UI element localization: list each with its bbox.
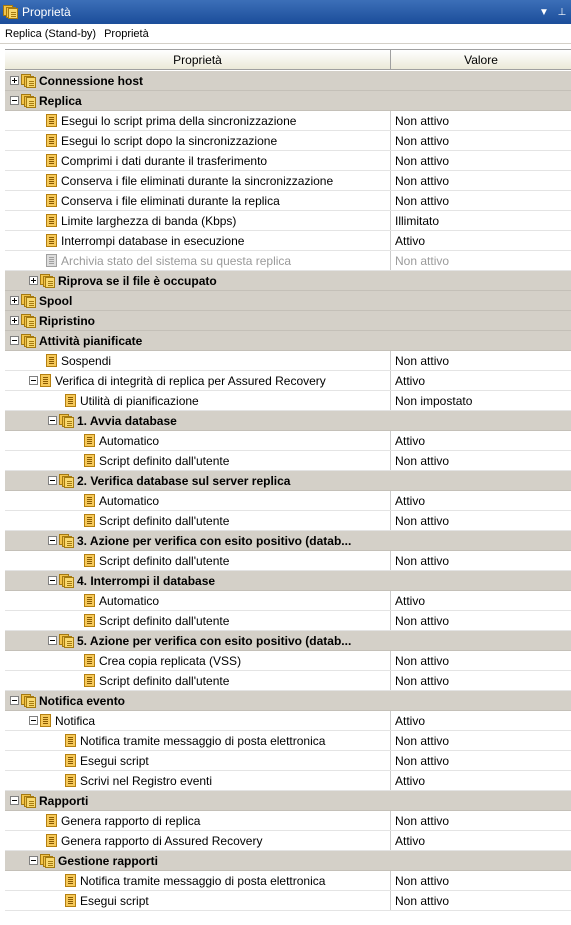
property-cell[interactable] <box>5 411 391 430</box>
property-icon <box>84 654 95 667</box>
property-row-notifica-tramite-messaggio-di-posta-elet[interactable] <box>5 871 571 891</box>
properties-icon <box>3 5 19 19</box>
collapse-icon[interactable] <box>10 96 19 105</box>
property-cell[interactable] <box>5 731 391 750</box>
property-group-icon <box>59 534 75 548</box>
property-label: Rapporti <box>39 793 89 808</box>
property-label: Script definito dall'utente <box>99 673 230 688</box>
collapse-icon[interactable] <box>10 696 19 705</box>
property-icon <box>40 374 51 387</box>
property-row-esegui-lo-script-dopo-la-sincronizzazion[interactable] <box>5 131 571 151</box>
property-icon <box>46 214 57 227</box>
property-label: Limite larghezza di banda (Kbps) <box>61 213 237 228</box>
property-group-icon <box>40 854 56 868</box>
property-cell[interactable] <box>5 851 391 870</box>
property-label: Script definito dall'utente <box>99 513 230 528</box>
property-row-esegui-lo-script-prima-della-sincronizza[interactable] <box>5 111 571 131</box>
property-group-4-interrompi-il-database[interactable] <box>5 571 571 591</box>
expand-icon[interactable] <box>29 276 38 285</box>
property-value[interactable]: Attivo <box>395 833 426 848</box>
property-value[interactable]: Non attivo <box>395 153 450 168</box>
property-cell[interactable] <box>5 531 391 550</box>
properties-toolbar <box>0 24 571 44</box>
collapse-icon[interactable] <box>29 716 38 725</box>
property-group-replica[interactable] <box>5 91 571 111</box>
property-row-genera-rapporto-di-assured-recovery[interactable] <box>5 831 571 851</box>
property-label: 5. Azione per verifica con esito positivo (datab... <box>77 633 352 648</box>
property-cell[interactable] <box>5 651 391 670</box>
property-label: Genera rapporto di Assured Recovery <box>61 833 263 848</box>
property-cell[interactable] <box>5 111 391 130</box>
property-value[interactable]: Non attivo <box>395 733 450 748</box>
column-header-property[interactable]: Proprietà <box>5 50 391 69</box>
property-label: Notifica tramite messaggio di posta elettronica <box>80 873 326 888</box>
property-row-notifica[interactable] <box>5 711 571 731</box>
property-cell[interactable] <box>5 891 391 910</box>
property-value[interactable]: Non attivo <box>395 813 450 828</box>
property-icon <box>65 774 76 787</box>
property-value <box>391 291 571 310</box>
collapse-icon[interactable] <box>10 336 19 345</box>
property-value[interactable]: Non attivo <box>395 873 450 888</box>
property-group-icon <box>21 334 37 348</box>
property-cell[interactable] <box>5 671 391 690</box>
property-cell[interactable] <box>5 211 391 230</box>
property-cell[interactable] <box>5 331 391 350</box>
property-cell[interactable] <box>5 871 391 890</box>
property-cell[interactable] <box>5 511 391 530</box>
property-cell[interactable] <box>5 451 391 470</box>
collapse-icon[interactable] <box>48 416 57 425</box>
property-icon <box>46 834 57 847</box>
property-group-ripristino[interactable] <box>5 311 571 331</box>
property-group-icon <box>21 794 37 808</box>
property-value[interactable]: Non attivo <box>395 753 450 768</box>
property-label: Replica <box>39 93 82 108</box>
property-label: Scrivi nel Registro eventi <box>80 773 213 788</box>
property-label: Esegui lo script prima della sincronizzazione <box>61 113 297 128</box>
property-icon <box>84 594 95 607</box>
property-label: Esegui script <box>80 753 149 768</box>
property-value[interactable]: Non attivo <box>395 453 450 468</box>
property-icon <box>46 154 57 167</box>
property-icon <box>84 494 95 507</box>
collapse-icon[interactable] <box>48 636 57 645</box>
property-value[interactable]: Attivo <box>395 713 426 728</box>
property-label: Connessione host <box>39 73 144 88</box>
property-group-icon <box>21 314 37 328</box>
property-label: 2. Verifica database sul server replica <box>77 473 291 488</box>
expand-icon[interactable] <box>10 316 19 325</box>
property-value <box>391 531 571 550</box>
property-value[interactable]: Non attivo <box>395 673 450 688</box>
property-label: Archivia stato del sistema su questa replica <box>61 253 292 268</box>
property-row-crea-copia-replicata-vss[interactable] <box>5 651 571 671</box>
property-label: Interrompi database in esecuzione <box>61 233 245 248</box>
property-label: Conserva i file eliminati durante la sincronizzazione <box>61 173 334 188</box>
property-value <box>391 851 571 870</box>
property-value[interactable]: Non attivo <box>395 253 450 268</box>
property-cell[interactable] <box>5 131 391 150</box>
property-group-attivita-pianificate[interactable] <box>5 331 571 351</box>
property-cell[interactable] <box>5 771 391 790</box>
column-header-value[interactable]: Valore <box>464 52 498 67</box>
property-value <box>391 571 571 590</box>
property-cell[interactable] <box>5 271 391 290</box>
property-label: Notifica <box>55 713 96 728</box>
property-value <box>391 791 571 810</box>
property-value <box>391 691 571 710</box>
property-cell[interactable] <box>5 711 391 730</box>
property-group-icon <box>40 274 56 288</box>
property-row-script-definito-dall-utente[interactable] <box>5 611 571 631</box>
property-icon <box>65 734 76 747</box>
property-cell[interactable] <box>5 591 391 610</box>
property-icon <box>46 174 57 187</box>
property-label: Notifica evento <box>39 693 126 708</box>
property-cell[interactable] <box>5 371 391 390</box>
property-group-icon <box>59 574 75 588</box>
property-label: Automatico <box>99 593 160 608</box>
property-label: Script definito dall'utente <box>99 453 230 468</box>
property-cell[interactable] <box>5 611 391 630</box>
property-row-automatico[interactable] <box>5 431 571 451</box>
property-group-3-azione-per-verifica-con-esito-positivo[interactable] <box>5 531 571 551</box>
property-cell[interactable] <box>5 231 391 250</box>
property-cell[interactable] <box>5 391 391 410</box>
property-group-icon <box>59 414 75 428</box>
property-icon <box>65 394 76 407</box>
property-label: Automatico <box>99 493 160 508</box>
property-value[interactable]: Attivo <box>395 493 426 508</box>
property-value[interactable]: Attivo <box>395 233 426 248</box>
property-value[interactable]: Non attivo <box>395 113 450 128</box>
property-row-utilita-di-pianificazione[interactable] <box>5 391 571 411</box>
column-header <box>5 49 571 70</box>
property-value <box>391 471 571 490</box>
property-cell[interactable] <box>5 751 391 770</box>
property-label: Genera rapporto di replica <box>61 813 201 828</box>
window-title: Proprietà <box>22 5 71 19</box>
property-label: Comprimi i dati durante il trasferimento <box>61 153 268 168</box>
property-cell[interactable] <box>5 311 391 330</box>
scenario-label[interactable]: Replica (Stand-by) <box>5 27 97 40</box>
property-value <box>391 631 571 650</box>
property-cell[interactable] <box>5 811 391 830</box>
window-titlebar <box>0 0 571 24</box>
property-value <box>391 71 571 90</box>
property-label: Gestione rapporti <box>58 853 159 868</box>
property-value <box>391 331 571 350</box>
property-label: Riprova se il file è occupato <box>58 273 217 288</box>
property-label: 1. Avvia database <box>77 413 177 428</box>
property-value <box>391 271 571 290</box>
property-icon <box>84 674 95 687</box>
property-icon <box>46 114 57 127</box>
property-cell[interactable] <box>5 491 391 510</box>
property-label: Notifica tramite messaggio di posta elettronica <box>80 733 326 748</box>
property-cell[interactable] <box>5 351 391 370</box>
property-value[interactable]: Non impostato <box>395 393 473 408</box>
property-cell[interactable] <box>5 151 391 170</box>
property-label: Crea copia replicata (VSS) <box>99 653 242 668</box>
property-row-scrivi-nel-registro-eventi[interactable] <box>5 771 571 791</box>
property-cell[interactable] <box>5 251 391 270</box>
property-label: Script definito dall'utente <box>99 553 230 568</box>
property-group-2-verifica-database-sul-server-replica[interactable] <box>5 471 571 491</box>
property-icon <box>65 894 76 907</box>
property-group-icon <box>21 74 37 88</box>
property-row-automatico[interactable] <box>5 491 571 511</box>
property-group-5-azione-per-verifica-con-esito-positivo[interactable] <box>5 631 571 651</box>
property-row-conserva-i-file-eliminati-durante-la-sin[interactable] <box>5 171 571 191</box>
property-cell[interactable] <box>5 291 391 310</box>
property-label: 3. Azione per verifica con esito positivo (datab... <box>77 533 352 548</box>
property-value[interactable]: Non attivo <box>395 613 450 628</box>
property-group-1-avvia-database[interactable] <box>5 411 571 431</box>
collapse-icon[interactable] <box>48 476 57 485</box>
property-row-comprimi-i-dati-durante-il-trasferimento[interactable] <box>5 151 571 171</box>
property-cell[interactable] <box>5 791 391 810</box>
expand-icon[interactable] <box>10 76 19 85</box>
collapse-icon[interactable] <box>48 576 57 585</box>
property-label: Automatico <box>99 433 160 448</box>
property-cell[interactable] <box>5 71 391 90</box>
property-value[interactable]: Non attivo <box>395 133 450 148</box>
property-group-notifica-evento[interactable] <box>5 691 571 711</box>
property-cell[interactable] <box>5 191 391 210</box>
property-label: 4. Interrompi il database <box>77 573 216 588</box>
properties-label[interactable]: Proprietà <box>104 27 149 40</box>
property-row-verifica-di-integrita-di-replica-per-ass[interactable] <box>5 371 571 391</box>
property-group-gestione-rapporti[interactable] <box>5 851 571 871</box>
property-row-archivia-stato-del-sistema-su-questa-rep[interactable] <box>5 251 571 271</box>
property-row-interrompi-database-in-esecuzione[interactable] <box>5 231 571 251</box>
property-label: Ripristino <box>39 313 95 328</box>
property-row-limite-larghezza-di-banda-kbps[interactable] <box>5 211 571 231</box>
property-row-script-definito-dall-utente[interactable] <box>5 551 571 571</box>
property-label: Script definito dall'utente <box>99 613 230 628</box>
property-group-icon <box>21 694 37 708</box>
property-value[interactable]: Attivo <box>395 433 426 448</box>
property-cell[interactable] <box>5 571 391 590</box>
property-value[interactable]: Non attivo <box>395 173 450 188</box>
property-value[interactable]: Attivo <box>395 373 426 388</box>
property-value[interactable]: Non attivo <box>395 653 450 668</box>
property-value[interactable]: Attivo <box>395 593 426 608</box>
property-value[interactable]: Non attivo <box>395 193 450 208</box>
property-row-notifica-tramite-messaggio-di-posta-elet[interactable] <box>5 731 571 751</box>
property-cell[interactable] <box>5 831 391 850</box>
property-value[interactable]: Non attivo <box>395 893 450 908</box>
property-row-sospendi[interactable] <box>5 351 571 371</box>
property-group-icon <box>59 474 75 488</box>
collapse-icon[interactable] <box>29 856 38 865</box>
property-icon <box>65 874 76 887</box>
property-label: Sospendi <box>61 353 112 368</box>
property-value <box>391 411 571 430</box>
property-icon <box>65 754 76 767</box>
property-row-genera-rapporto-di-replica[interactable] <box>5 811 571 831</box>
property-group-connessione-host[interactable] <box>5 71 571 91</box>
property-label: Conserva i file eliminati durante la replica <box>61 193 280 208</box>
property-icon <box>46 254 57 267</box>
expand-icon[interactable] <box>10 296 19 305</box>
property-icon <box>84 434 95 447</box>
property-row-script-definito-dall-utente[interactable] <box>5 511 571 531</box>
property-cell[interactable] <box>5 171 391 190</box>
property-value[interactable]: Illimitato <box>395 213 440 228</box>
property-icon <box>46 354 57 367</box>
property-value[interactable]: Non attivo <box>395 353 450 368</box>
property-icon <box>46 134 57 147</box>
collapse-icon[interactable] <box>48 536 57 545</box>
property-cell[interactable] <box>5 91 391 110</box>
property-group-icon <box>21 294 37 308</box>
property-icon <box>46 814 57 827</box>
property-value[interactable]: Non attivo <box>395 553 450 568</box>
property-value <box>391 91 571 110</box>
property-value[interactable]: Attivo <box>395 773 426 788</box>
property-group-riprova-se-il-file-e-occupato[interactable] <box>5 271 571 291</box>
property-row-script-definito-dall-utente[interactable] <box>5 671 571 691</box>
property-icon <box>84 514 95 527</box>
property-icon <box>46 194 57 207</box>
property-value <box>391 311 571 330</box>
property-row-esegui-script[interactable] <box>5 891 571 911</box>
property-tree <box>5 71 571 911</box>
property-cell[interactable] <box>5 551 391 570</box>
property-cell[interactable] <box>5 471 391 490</box>
property-group-icon <box>59 634 75 648</box>
property-row-script-definito-dall-utente[interactable] <box>5 451 571 471</box>
property-value[interactable]: Non attivo <box>395 513 450 528</box>
property-cell[interactable] <box>5 431 391 450</box>
property-label: Verifica di integrità di replica per Assured Recovery <box>55 373 326 388</box>
chevron-down-icon[interactable]: ▼ <box>539 6 549 18</box>
property-label: Spool <box>39 293 73 308</box>
property-label: Esegui lo script dopo la sincronizzazione <box>61 133 278 148</box>
property-label: Utilità di pianificazione <box>80 393 199 408</box>
collapse-icon[interactable] <box>29 376 38 385</box>
property-label: Attività pianificate <box>39 333 143 348</box>
property-row-automatico[interactable] <box>5 591 571 611</box>
property-row-esegui-script[interactable] <box>5 751 571 771</box>
property-group-spool[interactable] <box>5 291 571 311</box>
property-icon <box>46 234 57 247</box>
collapse-icon[interactable] <box>10 796 19 805</box>
property-group-rapporti[interactable] <box>5 791 571 811</box>
property-cell[interactable] <box>5 691 391 710</box>
property-icon <box>40 714 51 727</box>
pin-icon[interactable]: ⊥ <box>557 6 567 18</box>
property-icon <box>84 614 95 627</box>
property-cell[interactable] <box>5 631 391 650</box>
property-label: Esegui script <box>80 893 149 908</box>
property-row-conserva-i-file-eliminati-durante-la-rep[interactable] <box>5 191 571 211</box>
property-icon <box>84 454 95 467</box>
property-icon <box>84 554 95 567</box>
property-group-icon <box>21 94 37 108</box>
